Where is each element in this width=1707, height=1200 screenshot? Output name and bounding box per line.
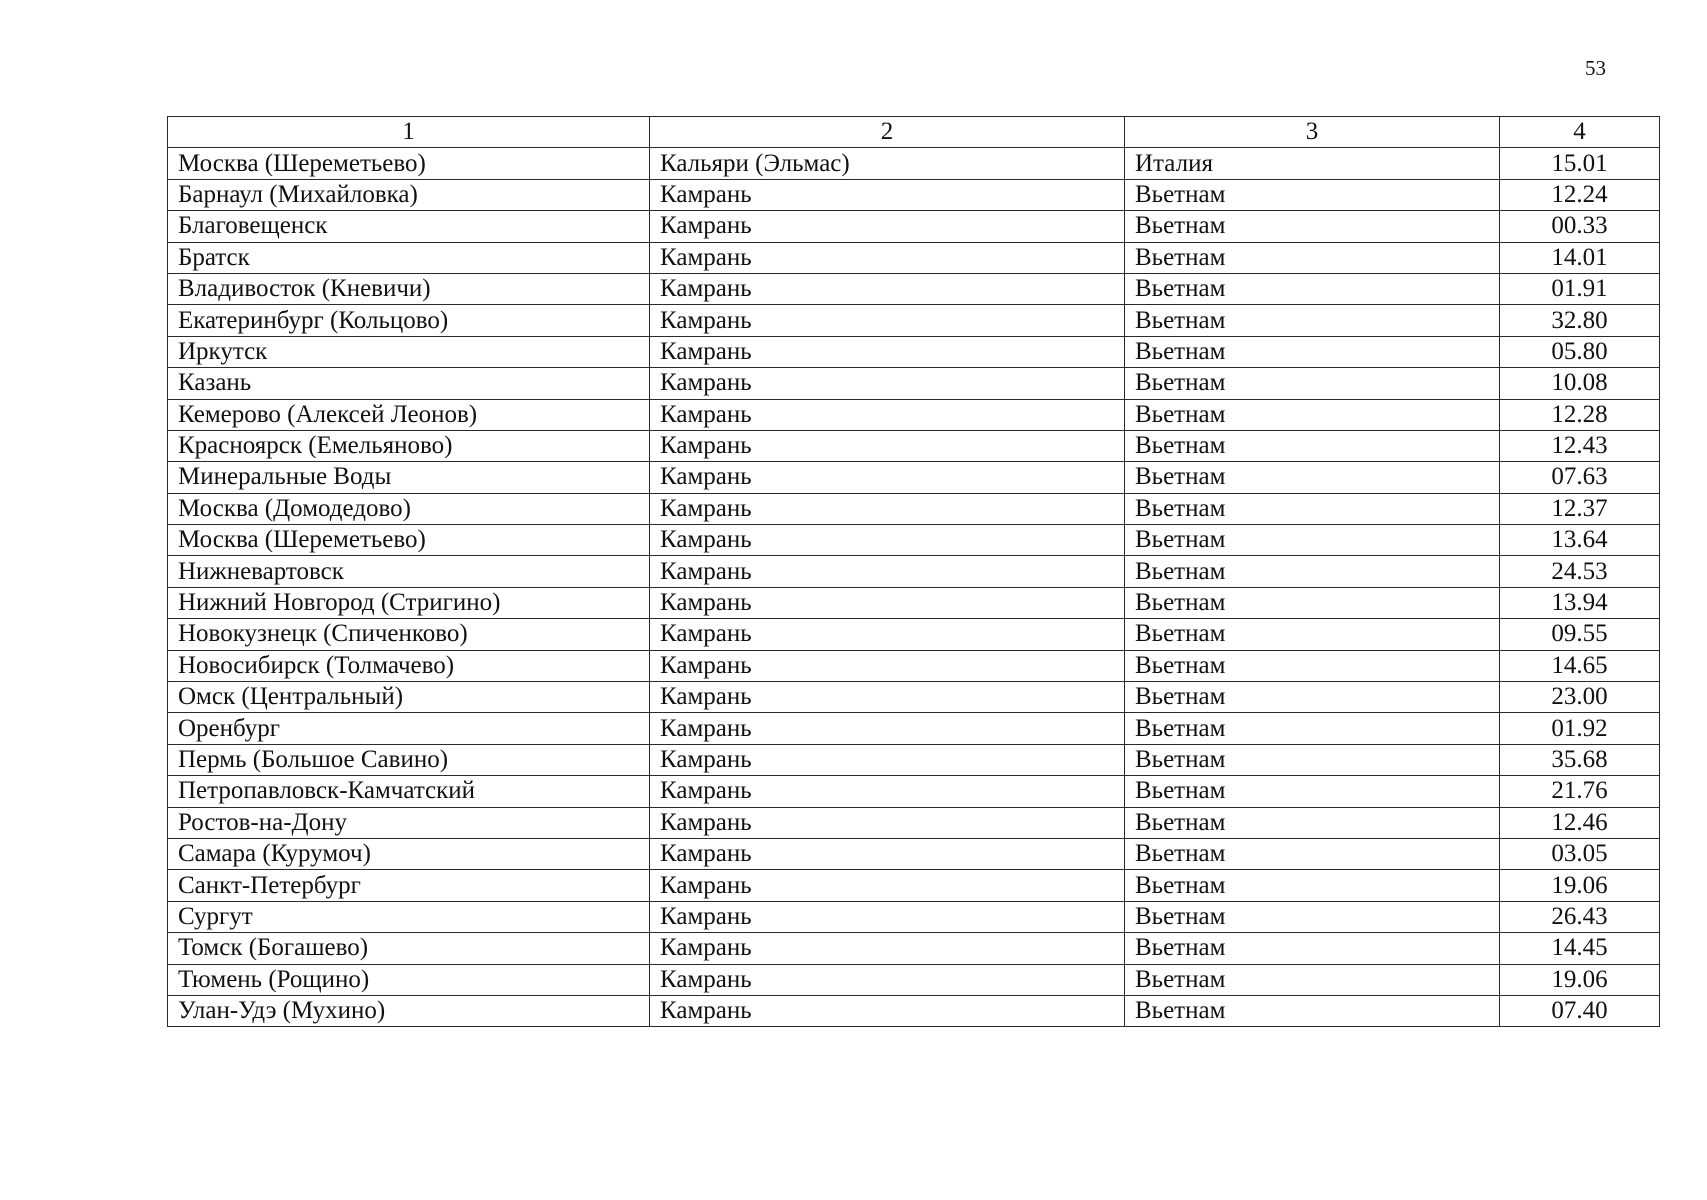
departure-city-cell: Пермь (Большое Савино): [168, 744, 650, 775]
departure-city-cell: Красноярск (Емельяново): [168, 430, 650, 461]
value-cell: 15.01: [1500, 148, 1660, 179]
country-cell: Вьетнам: [1125, 650, 1500, 681]
value-cell: 07.40: [1500, 995, 1660, 1026]
destination-cell: Камрань: [650, 744, 1125, 775]
table-row: [168, 493, 1660, 524]
departure-city-cell: Барнаул (Михайловка): [168, 179, 650, 210]
country-cell: Вьетнам: [1125, 901, 1500, 932]
value-cell: 03.05: [1500, 838, 1660, 869]
value-cell: 05.80: [1500, 336, 1660, 367]
value-cell: 24.53: [1500, 556, 1660, 587]
country-cell: Вьетнам: [1125, 336, 1500, 367]
value-cell: 12.28: [1500, 399, 1660, 430]
departure-city-cell: Кемерово (Алексей Леонов): [168, 399, 650, 430]
destination-cell: Камрань: [650, 838, 1125, 869]
destination-cell: Камрань: [650, 587, 1125, 618]
value-cell: 26.43: [1500, 901, 1660, 932]
departure-city-cell: Новосибирск (Толмачево): [168, 650, 650, 681]
country-cell: Вьетнам: [1125, 493, 1500, 524]
country-cell: Вьетнам: [1125, 368, 1500, 399]
country-cell: Вьетнам: [1125, 556, 1500, 587]
table-row: [168, 901, 1660, 932]
destination-cell: Камрань: [650, 776, 1125, 807]
departure-city-cell: Иркутск: [168, 336, 650, 367]
departure-city-cell: Братск: [168, 242, 650, 273]
destination-cell: Камрань: [650, 179, 1125, 210]
value-cell: 19.06: [1500, 870, 1660, 901]
departure-city-cell: Томск (Богашево): [168, 933, 650, 964]
value-cell: 14.01: [1500, 242, 1660, 273]
country-cell: Вьетнам: [1125, 776, 1500, 807]
departure-city-cell: Омск (Центральный): [168, 682, 650, 713]
value-cell: 00.33: [1500, 211, 1660, 242]
value-cell: 19.06: [1500, 964, 1660, 995]
table-row: [168, 587, 1660, 618]
country-cell: Вьетнам: [1125, 682, 1500, 713]
destination-cell: Камрань: [650, 870, 1125, 901]
flights-table: [167, 116, 1660, 1027]
country-cell: Вьетнам: [1125, 273, 1500, 304]
country-cell: Вьетнам: [1125, 870, 1500, 901]
table-row: [168, 525, 1660, 556]
table-row: [168, 368, 1660, 399]
table-row: [168, 462, 1660, 493]
destination-cell: Камрань: [650, 964, 1125, 995]
header-row: [168, 117, 1660, 148]
value-cell: 09.55: [1500, 619, 1660, 650]
departure-city-cell: Благовещенск: [168, 211, 650, 242]
table-row: [168, 619, 1660, 650]
table-row: [168, 211, 1660, 242]
table-row: [168, 556, 1660, 587]
value-cell: 07.63: [1500, 462, 1660, 493]
table-row: [168, 776, 1660, 807]
table-row: [168, 744, 1660, 775]
column-header-1: 1: [168, 117, 650, 148]
destination-cell: Камрань: [650, 462, 1125, 493]
departure-city-cell: Нижневартовск: [168, 556, 650, 587]
value-cell: 21.76: [1500, 776, 1660, 807]
column-header-2: 2: [650, 117, 1125, 148]
departure-city-cell: Екатеринбург (Кольцово): [168, 305, 650, 336]
table-row: [168, 399, 1660, 430]
destination-cell: Камрань: [650, 650, 1125, 681]
destination-cell: Камрань: [650, 901, 1125, 932]
table-row: [168, 995, 1660, 1026]
departure-city-cell: Москва (Шереметьево): [168, 148, 650, 179]
departure-city-cell: Тюмень (Рощино): [168, 964, 650, 995]
departure-city-cell: Петропавловск-Камчатский: [168, 776, 650, 807]
departure-city-cell: Москва (Домодедово): [168, 493, 650, 524]
departure-city-cell: Казань: [168, 368, 650, 399]
table-row: [168, 870, 1660, 901]
value-cell: 12.37: [1500, 493, 1660, 524]
table-row: [168, 242, 1660, 273]
value-cell: 10.08: [1500, 368, 1660, 399]
country-cell: Вьетнам: [1125, 462, 1500, 493]
destination-cell: Кальяри (Эльмас): [650, 148, 1125, 179]
table-row: [168, 964, 1660, 995]
table-row: [168, 336, 1660, 367]
departure-city-cell: Улан-Удэ (Мухино): [168, 995, 650, 1026]
departure-city-cell: Сургут: [168, 901, 650, 932]
value-cell: 14.45: [1500, 933, 1660, 964]
departure-city-cell: Самара (Курумоч): [168, 838, 650, 869]
value-cell: 23.00: [1500, 682, 1660, 713]
value-cell: 12.43: [1500, 430, 1660, 461]
value-cell: 14.65: [1500, 650, 1660, 681]
destination-cell: Камрань: [650, 556, 1125, 587]
country-cell: Вьетнам: [1125, 305, 1500, 336]
country-cell: Вьетнам: [1125, 399, 1500, 430]
country-cell: Вьетнам: [1125, 179, 1500, 210]
destination-cell: Камрань: [650, 525, 1125, 556]
value-cell: 13.94: [1500, 587, 1660, 618]
table-row: [168, 807, 1660, 838]
country-cell: Вьетнам: [1125, 838, 1500, 869]
country-cell: Вьетнам: [1125, 933, 1500, 964]
country-cell: Вьетнам: [1125, 525, 1500, 556]
destination-cell: Камрань: [650, 933, 1125, 964]
destination-cell: Камрань: [650, 305, 1125, 336]
country-cell: Вьетнам: [1125, 713, 1500, 744]
value-cell: 13.64: [1500, 525, 1660, 556]
departure-city-cell: Москва (Шереметьево): [168, 525, 650, 556]
destination-cell: Камрань: [650, 619, 1125, 650]
departure-city-cell: Минеральные Воды: [168, 462, 650, 493]
table-row: [168, 650, 1660, 681]
departure-city-cell: Оренбург: [168, 713, 650, 744]
departure-city-cell: Новокузнецк (Спиченково): [168, 619, 650, 650]
destination-cell: Камрань: [650, 336, 1125, 367]
destination-cell: Камрань: [650, 273, 1125, 304]
destination-cell: Камрань: [650, 242, 1125, 273]
table-row: [168, 682, 1660, 713]
departure-city-cell: Санкт-Петербург: [168, 870, 650, 901]
country-cell: Вьетнам: [1125, 242, 1500, 273]
value-cell: 35.68: [1500, 744, 1660, 775]
value-cell: 12.24: [1500, 179, 1660, 210]
page-number: 53: [1585, 56, 1606, 80]
table-header: [168, 117, 1660, 148]
country-cell: Вьетнам: [1125, 807, 1500, 838]
table-row: [168, 430, 1660, 461]
country-cell: Вьетнам: [1125, 430, 1500, 461]
column-header-3: 3: [1125, 117, 1500, 148]
table-row: [168, 273, 1660, 304]
departure-city-cell: Ростов-на-Дону: [168, 807, 650, 838]
table-row: [168, 305, 1660, 336]
country-cell: Вьетнам: [1125, 995, 1500, 1026]
table-row: [168, 933, 1660, 964]
table-row: [168, 838, 1660, 869]
table-body: [168, 148, 1660, 1027]
destination-cell: Камрань: [650, 713, 1125, 744]
destination-cell: Камрань: [650, 399, 1125, 430]
destination-cell: Камрань: [650, 995, 1125, 1026]
country-cell: Вьетнам: [1125, 744, 1500, 775]
country-cell: Вьетнам: [1125, 619, 1500, 650]
departure-city-cell: Нижний Новгород (Стригино): [168, 587, 650, 618]
value-cell: 01.91: [1500, 273, 1660, 304]
country-cell: Италия: [1125, 148, 1500, 179]
departure-city-cell: Владивосток (Кневичи): [168, 273, 650, 304]
value-cell: 12.46: [1500, 807, 1660, 838]
table-row: [168, 148, 1660, 179]
table-row: [168, 179, 1660, 210]
destination-cell: Камрань: [650, 493, 1125, 524]
destination-cell: Камрань: [650, 807, 1125, 838]
table-row: [168, 713, 1660, 744]
value-cell: 01.92: [1500, 713, 1660, 744]
destination-cell: Камрань: [650, 211, 1125, 242]
destination-cell: Камрань: [650, 682, 1125, 713]
value-cell: 32.80: [1500, 305, 1660, 336]
country-cell: Вьетнам: [1125, 964, 1500, 995]
destination-cell: Камрань: [650, 430, 1125, 461]
country-cell: Вьетнам: [1125, 587, 1500, 618]
destination-cell: Камрань: [650, 368, 1125, 399]
country-cell: Вьетнам: [1125, 211, 1500, 242]
column-header-4: 4: [1500, 117, 1660, 148]
